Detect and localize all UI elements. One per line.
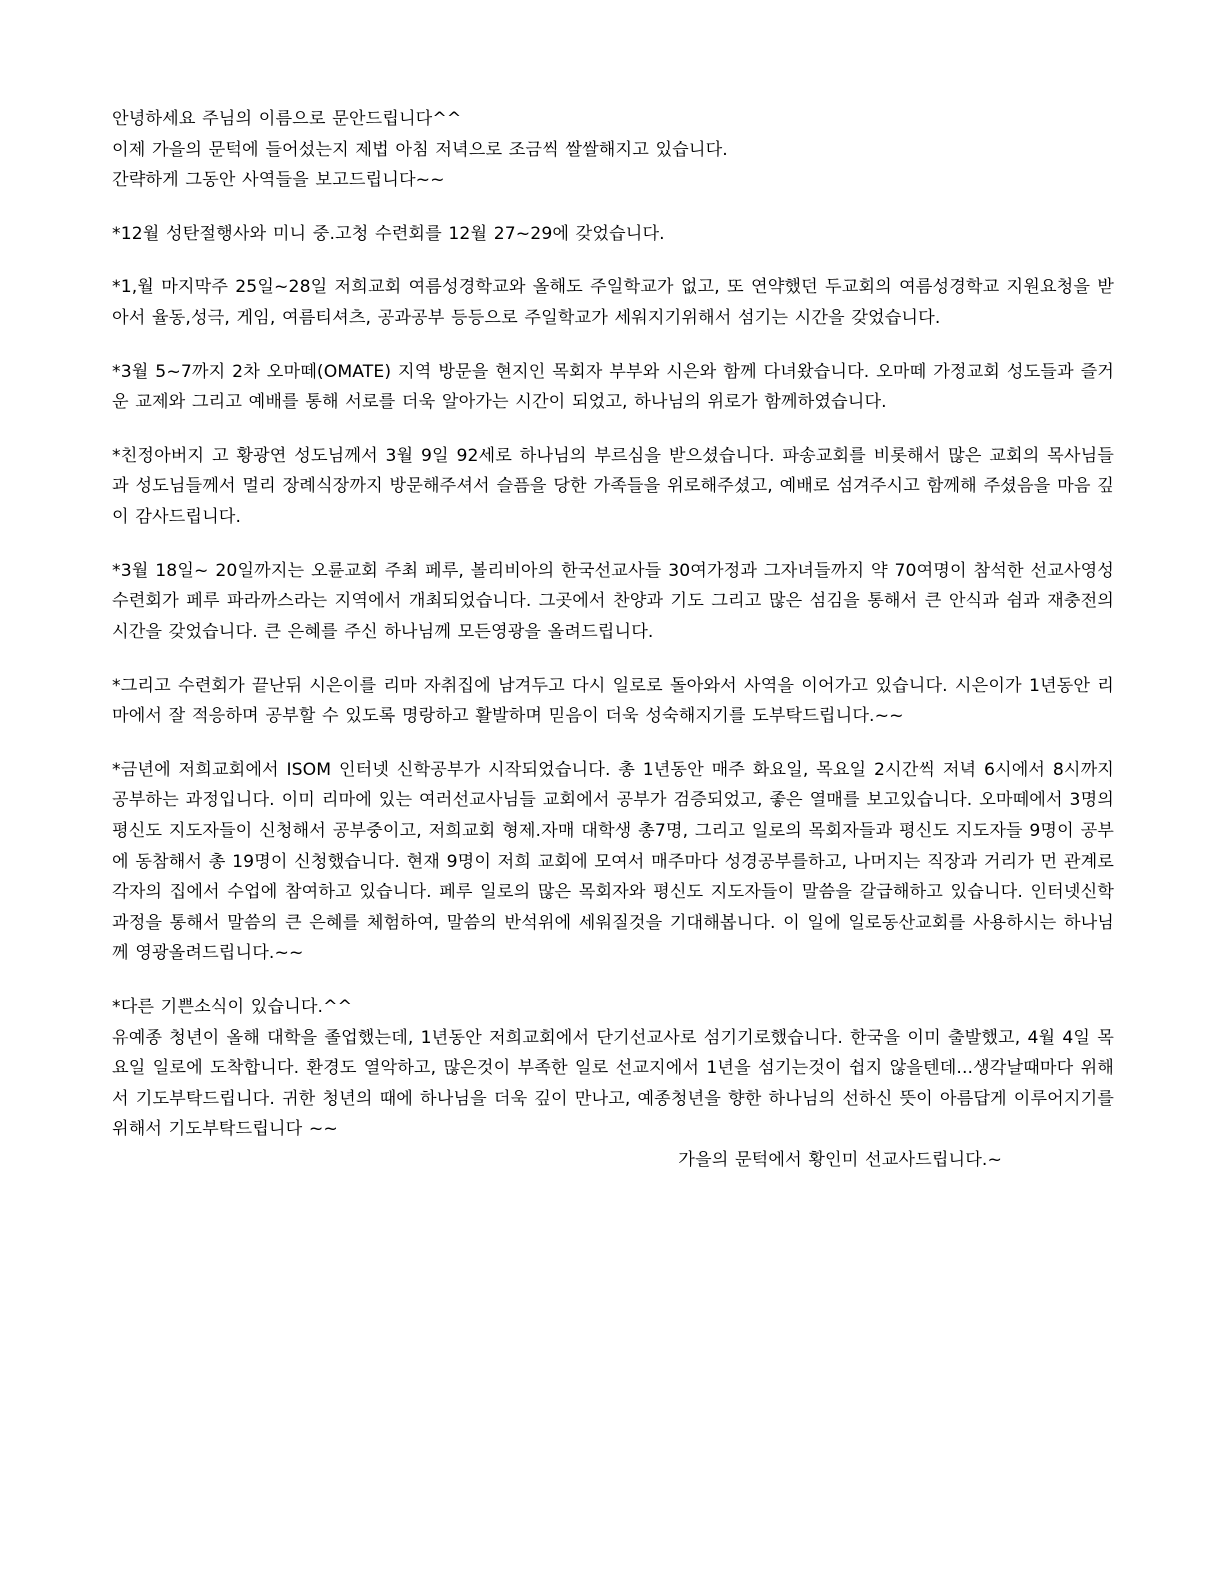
report-paragraph-6: *그리고 수련회가 끝난뒤 시은이를 리마 자취집에 남겨두고 다시 일로로 돌아와서 사역을 이어가고 있습니다. 시은이가 1년동안 리마에서 잘 적응하며 공부할 수 있도록 명랑하고 활발하며 믿음이 더욱 성숙해지기를 도부탁드립니다.~~	[112, 675, 1114, 727]
signature-line: 가을의 문턱에서 황인미 선교사드립니다.~	[678, 1150, 1002, 1171]
spacer	[112, 196, 1114, 219]
spacer	[112, 648, 1114, 671]
report-paragraph-1: *12월 성탄절행사와 미니 중.고청 수련회를 12월 27~29에 갖었습니다.	[112, 223, 665, 244]
good-news-heading: *다른 기쁜소식이 있습니다.^^	[112, 997, 353, 1018]
good-news-body: 유예종 청년이 올해 대학을 졸업했는데, 1년동안 저희교회에서 단기선교사로 섬기기로했습니다. 한국을 이미 출발했고, 4월 4일 목요일 일로에 도착합니다. 환경도 열악하고, 많은것이 부족한 일로 선교지에서 1년을 섬기는것이 쉽지 않을텐데...생각날때마다 위해서 기도부탁드립니다. 귀한 청년의 때에 하나님을 더욱 깊이 만나고, 예종청년을 향한 하나님의 선하신 뜻이 아름답게 이루어지기를 위해서 기도부탁드립니다 ~~	[112, 1027, 1114, 1140]
report-paragraph-2: *1,월 마지막주 25일~28일 저희교회 여름성경학교와 올해도 주일학교가 없고, 또 연약했던 두교회의 여름성경학교 지원요청을 받아서 율동,성극, 게임, 여름티셔츠, 공과공부 등등으로 주일학교가 세워지기위해서 섬기는 시간을 갖었습니다.	[112, 277, 1114, 329]
spacer	[112, 418, 1114, 441]
report-paragraph-7: *금년에 저희교회에서 ISOM 인터넷 신학공부가 시작되었습니다. 총 1년동안 매주 화요일, 목요일 2시간씩 저녁 6시에서 8시까지 공부하는 과정입니다. 이미 리마에 있는 여러선교사님들 교회에서 공부가 검증되었고, 좋은 열매를 보고있습니다. 오마떼에서 3명의 평신도 지도자들이 신청해서 공부중이고, 저희교회 형제.자매 대학생 총7명, 그리고 일로의 목회자들과 평신도 지도자들 9명이 공부에 동참해서 총 19명이 신청했습니다. 현재 9명이 저희 교회에 모여서 매주마다 성경공부를하고, 나머지는 직장과 거리가 먼 관계로 각자의 집에서 수업에 참여하고 있습니다. 페루 일로의 많은 목회자와 평신도 지도자들이 말씀을 갈급해하고 있습니다. 인터넷신학과정을 통해서 말씀의 큰 은혜를 체험하여, 말씀의 반석위에 세워질것을 기대해봅니다. 이 일에 일로동산교회를 사용하시는 하나님께 영광올려드립니다.~~	[112, 759, 1114, 964]
report-paragraph-5: *3월 18일~ 20일까지는 오륜교회 주최 페루, 볼리비아의 한국선교사들 30여가정과 그자녀들까지 약 70여명이 참석한 선교사영성수련회가 페루 파라까스라는 지역에서 개최되었습니다. 그곳에서 찬양과 기도 그리고 많은 섬김을 통해서 큰 안식과 쉼과 재충전의 시간을 갖었습니다. 큰 은혜를 주신 하나님께 모든영광을 올려드립니다.	[112, 560, 1114, 642]
report-paragraph-3: *3월 5~7까지 2차 오마떼(OMATE) 지역 방문을 현지인 목회자 부부와 시은와 함께 다녀왔습니다. 오마떼 가정교회 성도들과 즐거운 교제와 그리고 예배를 통해 서로를 더욱 알아가는 시간이 되었고, 하나님의 위로가 함께하였습니다.	[112, 361, 1114, 413]
spacer	[112, 249, 1114, 272]
report-paragraph-4: *친정아버지 고 황광연 성도님께서 3월 9일 92세로 하나님의 부르심을 받으셨습니다. 파송교회를 비롯해서 많은 교회의 목사님들과 성도님들께서 멀리 장례식장까지 방문해주셔서 슬픔을 당한 가족들을 위로해주셨고, 예배로 섬겨주시고 함께해 주셨음을 마음 깊이 감사드립니다.	[112, 445, 1114, 528]
spacer	[112, 732, 1114, 755]
greeting-line-3: 간략하게 그동안 사역들을 보고드립니다~~	[112, 170, 445, 191]
spacer	[112, 334, 1114, 357]
spacer	[112, 969, 1114, 992]
greeting-line-2: 이제 가을의 문턱에 들어섰는지 제법 아침 저녁으로 조금씩 쌀쌀해지고 있습니다.	[112, 139, 728, 160]
greeting-line-1: 안녕하세요 주님의 이름으로 문안드립니다^^	[112, 109, 462, 129]
document-body	[112, 104, 1114, 1176]
spacer	[112, 533, 1114, 556]
